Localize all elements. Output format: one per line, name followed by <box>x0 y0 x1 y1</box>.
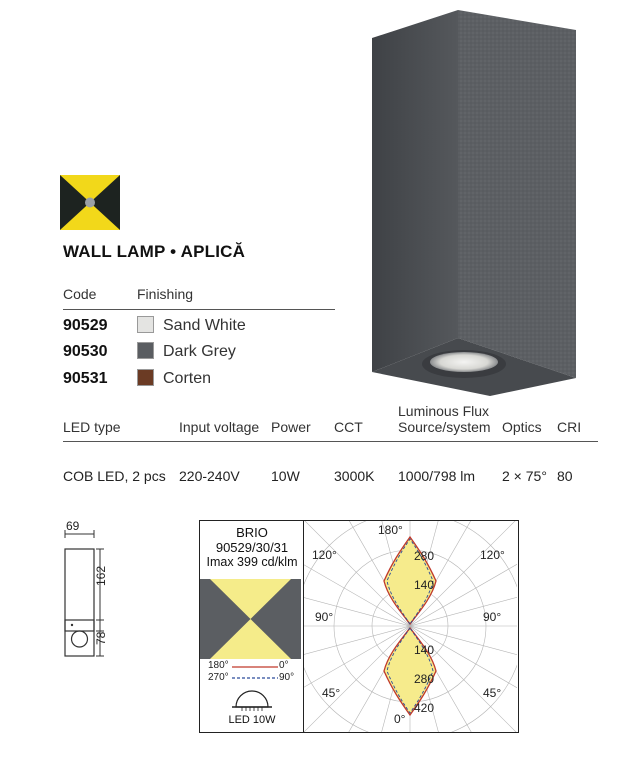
legend-90: 90° <box>279 672 295 683</box>
angle-45-left: 45° <box>322 686 341 700</box>
finishing-column-header: Finishing <box>137 286 194 302</box>
product-title: WALL LAMP • APLICĂ <box>63 242 246 261</box>
finish-name: Dark Grey <box>163 343 236 360</box>
angle-180: 180° <box>378 523 403 537</box>
bottom-dimension-drawing <box>58 616 128 661</box>
angle-0: 0° <box>394 712 406 726</box>
height-dimension: 162 <box>94 565 108 586</box>
angle-45-right: 45° <box>483 686 502 700</box>
code-column-header: Code <box>63 286 97 302</box>
legend-lines <box>232 662 278 684</box>
ring-280-top: 280 <box>414 549 435 563</box>
flux-value: 1000/798 lm <box>398 468 476 484</box>
photometric-info <box>200 521 304 732</box>
led-type-value: COB LED, 2 pcs <box>63 468 166 484</box>
finish-swatch-corten <box>137 369 154 386</box>
luminous-flux-header: Luminous Flux <box>398 403 490 419</box>
finish-name: Sand White <box>163 317 246 334</box>
power-value: 10W <box>271 468 300 484</box>
angle-90-right: 90° <box>483 610 502 624</box>
lamp-front-face <box>458 10 576 378</box>
divider <box>63 441 598 442</box>
ring-140-top: 140 <box>414 578 435 592</box>
product-code: 90529 <box>63 317 108 334</box>
depth-dimension: 78 <box>94 631 108 645</box>
finish-name: Corten <box>163 370 212 387</box>
width-dimension: 69 <box>66 519 80 533</box>
optics-header: Optics <box>502 419 542 435</box>
led-type-header: LED type <box>63 419 121 435</box>
cri-header: CRI <box>557 419 582 435</box>
source-system-header: Source/system <box>398 419 491 435</box>
input-voltage-value: 220-240V <box>179 468 240 484</box>
ring-420-bottom: 420 <box>414 701 435 715</box>
legend-0: 0° <box>279 660 289 671</box>
product-code: 90530 <box>63 343 108 360</box>
beam-pattern-icon <box>200 579 301 659</box>
product-code: 90531 <box>63 370 108 387</box>
input-voltage-header: Input voltage <box>179 419 260 435</box>
imax-value: Imax 399 cd/klm <box>206 555 298 569</box>
divider <box>63 309 335 310</box>
optics-value: 2 × 75° <box>502 468 547 484</box>
finish-swatch-sand-white <box>137 316 154 333</box>
family-name: BRIO <box>236 525 268 540</box>
led-source-icon <box>230 687 274 711</box>
source-label: LED 10W <box>228 714 276 726</box>
legend-180: 180° <box>208 660 229 671</box>
cct-header: CCT <box>334 419 363 435</box>
cct-value: 3000K <box>334 468 375 484</box>
angle-90-left: 90° <box>315 610 334 624</box>
photometric-panel <box>199 520 519 733</box>
product-image <box>360 0 590 400</box>
cri-value: 80 <box>557 468 573 484</box>
lamp-side-face <box>372 10 458 372</box>
ring-140-bottom: 140 <box>414 643 435 657</box>
family-codes: 90529/30/31 <box>215 540 289 555</box>
power-header: Power <box>271 419 311 435</box>
angle-120-left: 120° <box>312 548 337 562</box>
finish-swatch-dark-grey <box>137 342 154 359</box>
lamp-lens <box>430 352 498 372</box>
angle-120-right: 120° <box>480 548 505 562</box>
legend-270: 270° <box>208 672 229 683</box>
ring-280-bottom: 280 <box>414 672 435 686</box>
wall-lamp-category-icon <box>60 175 120 230</box>
